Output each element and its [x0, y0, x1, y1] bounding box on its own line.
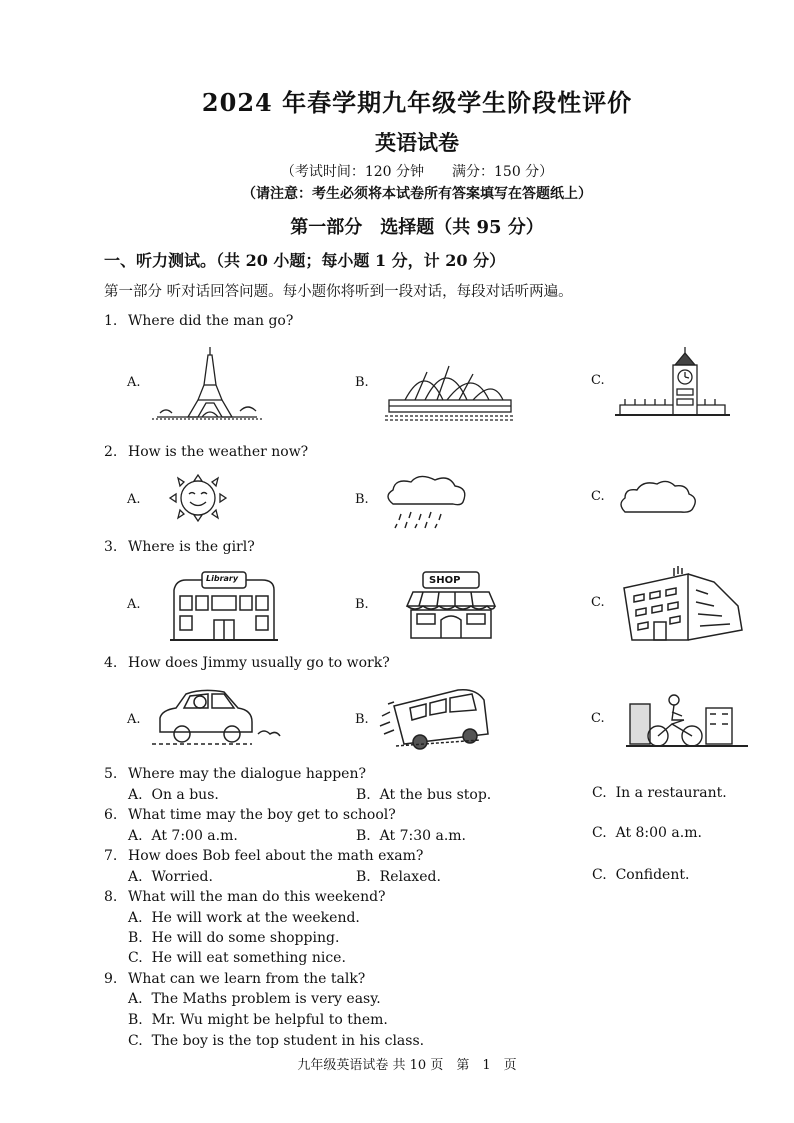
option-label: B. [355, 492, 369, 507]
question-9 [104, 971, 365, 987]
option-a: A. The Maths problem is very easy. [128, 991, 381, 1007]
exam-title: 2024 年春学期九年级学生阶段性评价 [201, 88, 633, 117]
sun-icon [158, 470, 238, 526]
question-1 [104, 313, 293, 329]
option-label: B. [355, 597, 369, 612]
big-ben-icon [615, 345, 730, 423]
question-number: 4. [104, 655, 118, 671]
option-a: A. He will work at the weekend. [128, 910, 360, 926]
question-6 [104, 807, 396, 823]
option-c: C. In a restaurant. [592, 785, 727, 801]
question-text: What will the man do this weekend? [128, 889, 386, 905]
question-text: Where may the dialogue happen? [128, 766, 366, 782]
option-label: C. [591, 711, 605, 726]
question-number: 5. [104, 766, 118, 782]
option-c: C. He will eat something nice. [128, 950, 346, 966]
option-label: C. [591, 373, 605, 388]
section-instruction: 第一部分 听对话回答问题。每小题你将听到一段对话，每段对话听两遍。 [104, 284, 573, 300]
question-number: 8. [104, 889, 118, 905]
option-b: B. Relaxed. [356, 869, 441, 885]
question-text: How does Bob feel about the math exam? [128, 848, 424, 864]
question-2 [104, 444, 308, 460]
option-label: A. [127, 712, 141, 727]
cloud-icon [617, 478, 699, 516]
question-8 [104, 889, 386, 905]
question-number: 6. [104, 807, 118, 823]
option-label: C. [591, 489, 605, 504]
option-b: B. He will do some shopping. [128, 930, 340, 946]
option-label: A. [127, 597, 141, 612]
question-text: Where did the man go? [128, 313, 294, 329]
question-3 [104, 539, 255, 555]
option-label: A. [127, 375, 141, 390]
question-number: 7. [104, 848, 118, 864]
hospital-building-icon [618, 566, 746, 644]
question-7 [104, 848, 423, 864]
bicycle-rider-icon [626, 690, 748, 752]
question-text: How is the weather now? [128, 444, 309, 460]
option-b: B. At the bus stop. [356, 787, 492, 803]
question-number: 9. [104, 971, 118, 987]
option-b: B. Mr. Wu might be helpful to them. [128, 1012, 388, 1028]
question-text: Where is the girl? [128, 539, 255, 555]
option-a: A. At 7:00 a.m. [128, 828, 238, 844]
exam-notice: （请注意：考生必须将本试卷所有答案填写在答题纸上） [242, 186, 592, 202]
exam-info: （考试时间：120 分钟 满分：150 分） [280, 164, 554, 180]
question-text: What can we learn from the talk? [128, 971, 366, 987]
question-text: How does Jimmy usually go to work? [128, 655, 390, 671]
option-label: A. [127, 492, 141, 507]
rain-cloud-icon [383, 474, 473, 529]
question-4 [104, 655, 390, 671]
option-b: B. At 7:30 a.m. [356, 828, 467, 844]
section-title: 一、听力测试。（共 20 小题；每小题 1 分，计 20 分） [104, 251, 506, 270]
question-number: 3. [104, 539, 118, 555]
question-5 [104, 766, 366, 782]
page-footer: 九年级英语试卷 共 10 页 第 1 页 [297, 1058, 517, 1073]
library-sign: Library [206, 574, 239, 583]
question-number: 1. [104, 313, 118, 329]
sydney-opera-house-icon [385, 352, 515, 424]
option-c: C. Confident. [592, 867, 690, 883]
car-icon [152, 686, 284, 750]
option-label: B. [355, 375, 369, 390]
eiffel-tower-icon [152, 345, 262, 423]
exam-subtitle: 英语试卷 [375, 130, 459, 155]
option-c: C. At 8:00 a.m. [592, 825, 702, 841]
question-number: 2. [104, 444, 118, 460]
option-label: C. [591, 595, 605, 610]
shop-sign: SHOP [429, 575, 461, 586]
option-label: B. [355, 712, 369, 727]
part-title: 第一部分 选择题（共 95 分） [290, 217, 544, 238]
option-a: A. On a bus. [128, 787, 219, 803]
bus-icon [380, 686, 492, 752]
option-a: A. Worried. [128, 869, 213, 885]
option-c: C. The boy is the top student in his class. [128, 1033, 425, 1049]
question-text: What time may the boy get to school? [128, 807, 396, 823]
